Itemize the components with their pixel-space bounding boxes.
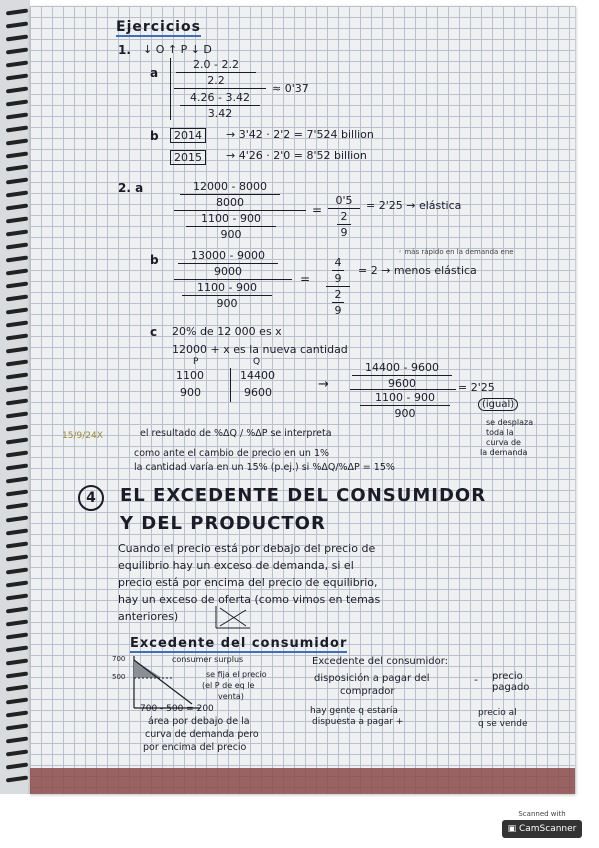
- ex2-b-result: = 2 → menos elástica: [358, 264, 477, 277]
- ex2-c-top-den: 9600: [388, 377, 416, 390]
- spiral-ring: [6, 138, 28, 145]
- consumer-calc: 700 - 500 = 200: [140, 704, 214, 714]
- spiral-ring: [6, 632, 28, 639]
- ex2-c-top-num: 14400 - 9600: [365, 361, 439, 374]
- spiral-ring: [6, 333, 28, 340]
- ex2-c-note4: la demanda: [480, 448, 528, 457]
- consumer-right-l1: disposición a pagar del: [314, 673, 430, 684]
- ex2-c-q1: 14400: [240, 369, 275, 382]
- ex1-b-year-2014: 2014: [170, 128, 206, 143]
- ex1-b-line1: → 3'42 · 2'2 = 7'524 billion: [226, 128, 374, 141]
- spiral-ring: [6, 359, 28, 366]
- ex1-a-bot-num: 4.26 - 3.42: [190, 91, 250, 104]
- consumer-right-l3: hay gente q estaría: [310, 706, 398, 716]
- ex2-b-equals: =: [300, 272, 311, 286]
- ex2-c-main-line: [350, 389, 456, 390]
- spiral-binding: [0, 0, 30, 794]
- consumer-surplus-title: Excedente del consumidor: [130, 636, 348, 651]
- spiral-ring: [6, 86, 28, 93]
- spiral-ring: [6, 398, 28, 405]
- ex2-b-note: ◦ más rápido en la demanda ene: [398, 248, 514, 256]
- spiral-ring: [6, 99, 28, 106]
- ex2-a-mid-num: 2: [340, 210, 348, 223]
- ex2-a-top-fraction: [180, 180, 280, 209]
- spiral-ring: [6, 21, 28, 28]
- ex2-c-note2: toda la: [486, 428, 514, 437]
- interp-line2: como ante el cambio de precio en un 1%: [134, 448, 330, 459]
- spiral-ring: [6, 541, 28, 548]
- ex1-a-top-den: 2.2: [207, 74, 225, 87]
- ex2-c-divider: [230, 368, 231, 402]
- spiral-ring: [6, 372, 28, 379]
- para-line2: equilibrio hay un exceso de demanda, si el: [118, 559, 354, 572]
- spiral-ring: [6, 723, 28, 730]
- consumer-note1: se fija el precio: [206, 670, 267, 679]
- consumer-desc2: curva de demanda pero: [145, 729, 259, 740]
- ex2-a-mid-top: 0'5: [335, 194, 353, 207]
- spiral-ring: [6, 268, 28, 275]
- spiral-ring: [6, 684, 28, 691]
- spiral-ring: [6, 164, 28, 171]
- ex1-a-bot-den: 3.42: [207, 107, 233, 120]
- ex2-b-top-num: 13000 - 9000: [191, 249, 265, 262]
- ex2-a-main-line: [174, 210, 306, 211]
- spiral-ring: [6, 281, 28, 288]
- camscanner-logo-icon: ▣: [507, 824, 519, 834]
- spiral-ring: [6, 294, 28, 301]
- ex2-b-mid-fraction: [326, 256, 350, 317]
- spiral-ring: [6, 502, 28, 509]
- spiral-ring: [6, 645, 28, 652]
- ex2-b-bot-num: 1100 - 900: [197, 281, 257, 294]
- ex2-b-bottom-fraction: [182, 281, 272, 310]
- spiral-ring: [6, 255, 28, 262]
- ex2-c-label: c: [150, 325, 158, 339]
- ex2-a-top-num: 12000 - 8000: [193, 180, 267, 193]
- spiral-ring: [6, 554, 28, 561]
- spiral-ring: [6, 125, 28, 132]
- ex1-b-year-2015: 2015: [170, 150, 206, 165]
- consumer-surplus-label: consumer surplus: [172, 655, 244, 664]
- spiral-ring: [6, 528, 28, 535]
- spiral-ring: [6, 346, 28, 353]
- spiral-ring: [6, 242, 28, 249]
- ex2-c-p1: 1100: [176, 369, 204, 382]
- ex2-b-label: b: [150, 253, 159, 267]
- consumer-right-price1: precio: [492, 671, 523, 682]
- para-line3: precio está por encima del precio de equilibrio,: [118, 576, 378, 589]
- spiral-ring: [6, 8, 28, 15]
- spiral-ring: [6, 385, 28, 392]
- ex2-b-main-line: [174, 279, 292, 280]
- ex2-a-top-den: 8000: [216, 196, 244, 209]
- spiral-ring: [6, 749, 28, 756]
- spiral-ring: [6, 619, 28, 626]
- consumer-note2: (el P de eq le: [202, 681, 255, 690]
- consumer-right-l5: precio al: [478, 708, 517, 718]
- ex1-a-top-num: 2.0 - 2.2: [193, 58, 239, 71]
- spiral-ring: [6, 736, 28, 743]
- ex2-a-bot-den: 900: [220, 228, 242, 241]
- spiral-ring: [6, 47, 28, 54]
- spiral-ring: [6, 515, 28, 522]
- ex2-a-bottom-fraction: [186, 212, 276, 241]
- interp-line3: la cantidad varía en un 15% (p.ej.) si %ΔQ/%ΔP = 15%: [134, 462, 395, 473]
- section-title-line1: EL EXCEDENTE DEL CONSUMIDOR: [120, 485, 487, 506]
- consumer-y-mid: 500: [112, 673, 126, 681]
- spiral-ring: [6, 190, 28, 197]
- spiral-ring: [6, 177, 28, 184]
- ex2-c-result: = 2'25: [458, 381, 495, 394]
- ex2-c-bot-den: 900: [394, 407, 416, 420]
- ex1-a-result: ≈ 0'37: [272, 82, 309, 95]
- spiral-ring: [6, 775, 28, 782]
- margin-date: 15/9/24X: [62, 431, 103, 441]
- ex1-a-bottom-fraction: [180, 91, 260, 120]
- heading-ejercicios: Ejercicios: [116, 19, 201, 35]
- spiral-ring: [6, 437, 28, 444]
- spiral-ring: [6, 762, 28, 769]
- spiral-ring: [6, 593, 28, 600]
- spiral-ring: [6, 450, 28, 457]
- spiral-ring: [6, 60, 28, 67]
- ex2-c-p2: 900: [180, 386, 201, 399]
- page-bottom-edge: [30, 768, 575, 794]
- ex1-a-label: a: [150, 66, 159, 80]
- ex2-c-bottom-fraction: [360, 391, 450, 420]
- consumer-right-title: Excedente del consumidor:: [312, 656, 449, 667]
- spiral-ring: [6, 580, 28, 587]
- ex2-a-equals: =: [312, 203, 323, 217]
- ex2-c-col-p: P: [193, 357, 199, 367]
- ex2-c-top-fraction: [352, 361, 452, 390]
- consumer-right-price2: pagado: [492, 682, 530, 693]
- ex1-number: 1.: [118, 43, 131, 57]
- ex1-a-top-fraction: [176, 58, 256, 87]
- ex2-c-line2: 12000 + x es la nueva cantidad: [172, 343, 348, 356]
- spiral-ring: [6, 489, 28, 496]
- ex2-c-note3: curva de: [486, 438, 521, 447]
- ex2-c-note1: se desplaza: [486, 418, 534, 427]
- stamp-brand-text: CamScanner: [518, 824, 577, 834]
- spiral-ring: [6, 463, 28, 470]
- ex2-number: 2. a: [118, 181, 144, 195]
- ex2-c-q2: 9600: [244, 386, 272, 399]
- ex2-b-bot-den: 900: [216, 297, 238, 310]
- consumer-y-top: 700: [112, 655, 126, 663]
- spiral-ring: [6, 567, 28, 574]
- spiral-ring: [6, 606, 28, 613]
- ex2-b-top-den: 9000: [214, 265, 242, 278]
- ex2-c-bot-num: 1100 - 900: [375, 391, 435, 404]
- spiral-ring: [6, 73, 28, 80]
- stamp-brand: [502, 820, 582, 838]
- spiral-ring: [6, 476, 28, 483]
- consumer-desc3: por encima del precio: [143, 742, 247, 753]
- spiral-ring: [6, 151, 28, 158]
- ex2-c-col-q: Q: [253, 357, 261, 367]
- ex1-b-line2: → 4'26 · 2'0 = 8'52 billion: [226, 149, 367, 162]
- spiral-ring: [6, 671, 28, 678]
- camscanner-stamp: [502, 810, 582, 840]
- ex2-b-mid-num1: 4: [334, 256, 342, 269]
- spiral-ring: [6, 411, 28, 418]
- ex2-c-arrow: →: [318, 377, 329, 392]
- spiral-ring: [6, 697, 28, 704]
- consumer-right-l6: q se vende: [478, 719, 528, 729]
- consumer-desc1: área por debajo de la: [148, 716, 250, 727]
- section-title-line2: Y DEL PRODUCTOR: [120, 513, 326, 534]
- supply-demand-sketch: [212, 604, 252, 630]
- ex1-description: ↓ O ↑ P ↓ D: [143, 43, 212, 56]
- ex2-a-mid-fraction: [328, 194, 360, 239]
- consumer-note3: venta): [218, 692, 244, 701]
- spiral-ring: [6, 34, 28, 41]
- spiral-ring: [6, 203, 28, 210]
- ex2-b-mid-num2: 2: [334, 288, 342, 301]
- consumer-right-l2: comprador: [340, 686, 395, 697]
- interp-line1: el resultado de %ΔQ / %ΔP se interpreta: [140, 428, 332, 439]
- ex2-c-line1: 20% de 12 000 es x: [172, 325, 282, 338]
- ex2-a-result: = 2'25 → elástica: [366, 199, 462, 212]
- ex2-c-igual: (igual): [478, 398, 518, 411]
- spiral-ring: [6, 229, 28, 236]
- para-line1: Cuando el precio está por debajo del precio de: [118, 542, 376, 555]
- section-number: 4: [78, 485, 104, 511]
- ex1-a-main-line: [174, 88, 266, 89]
- stamp-top-text: Scanned with: [518, 810, 566, 818]
- spiral-ring: [6, 710, 28, 717]
- para-line5: anteriores): [118, 610, 179, 623]
- spiral-ring: [6, 658, 28, 665]
- ex2-a-mid-den: 9: [340, 226, 348, 239]
- ex1-b-label: b: [150, 129, 159, 143]
- spiral-ring: [6, 112, 28, 119]
- spiral-ring: [6, 216, 28, 223]
- ex2-b-top-fraction: [178, 249, 278, 278]
- consumer-right-l4: dispuesta a pagar +: [312, 717, 404, 727]
- spiral-ring: [6, 320, 28, 327]
- ex2-b-mid-den2: 9: [334, 304, 342, 317]
- consumer-right-minus: -: [474, 673, 478, 686]
- spiral-ring: [6, 424, 28, 431]
- ex1-a-bracket: [170, 58, 171, 120]
- ex2-a-bot-num: 1100 - 900: [201, 212, 261, 225]
- para-line4: hay un exceso de oferta (como vimos en temas: [118, 593, 381, 606]
- spiral-ring: [6, 307, 28, 314]
- ex2-b-mid-den1: 9: [334, 272, 342, 285]
